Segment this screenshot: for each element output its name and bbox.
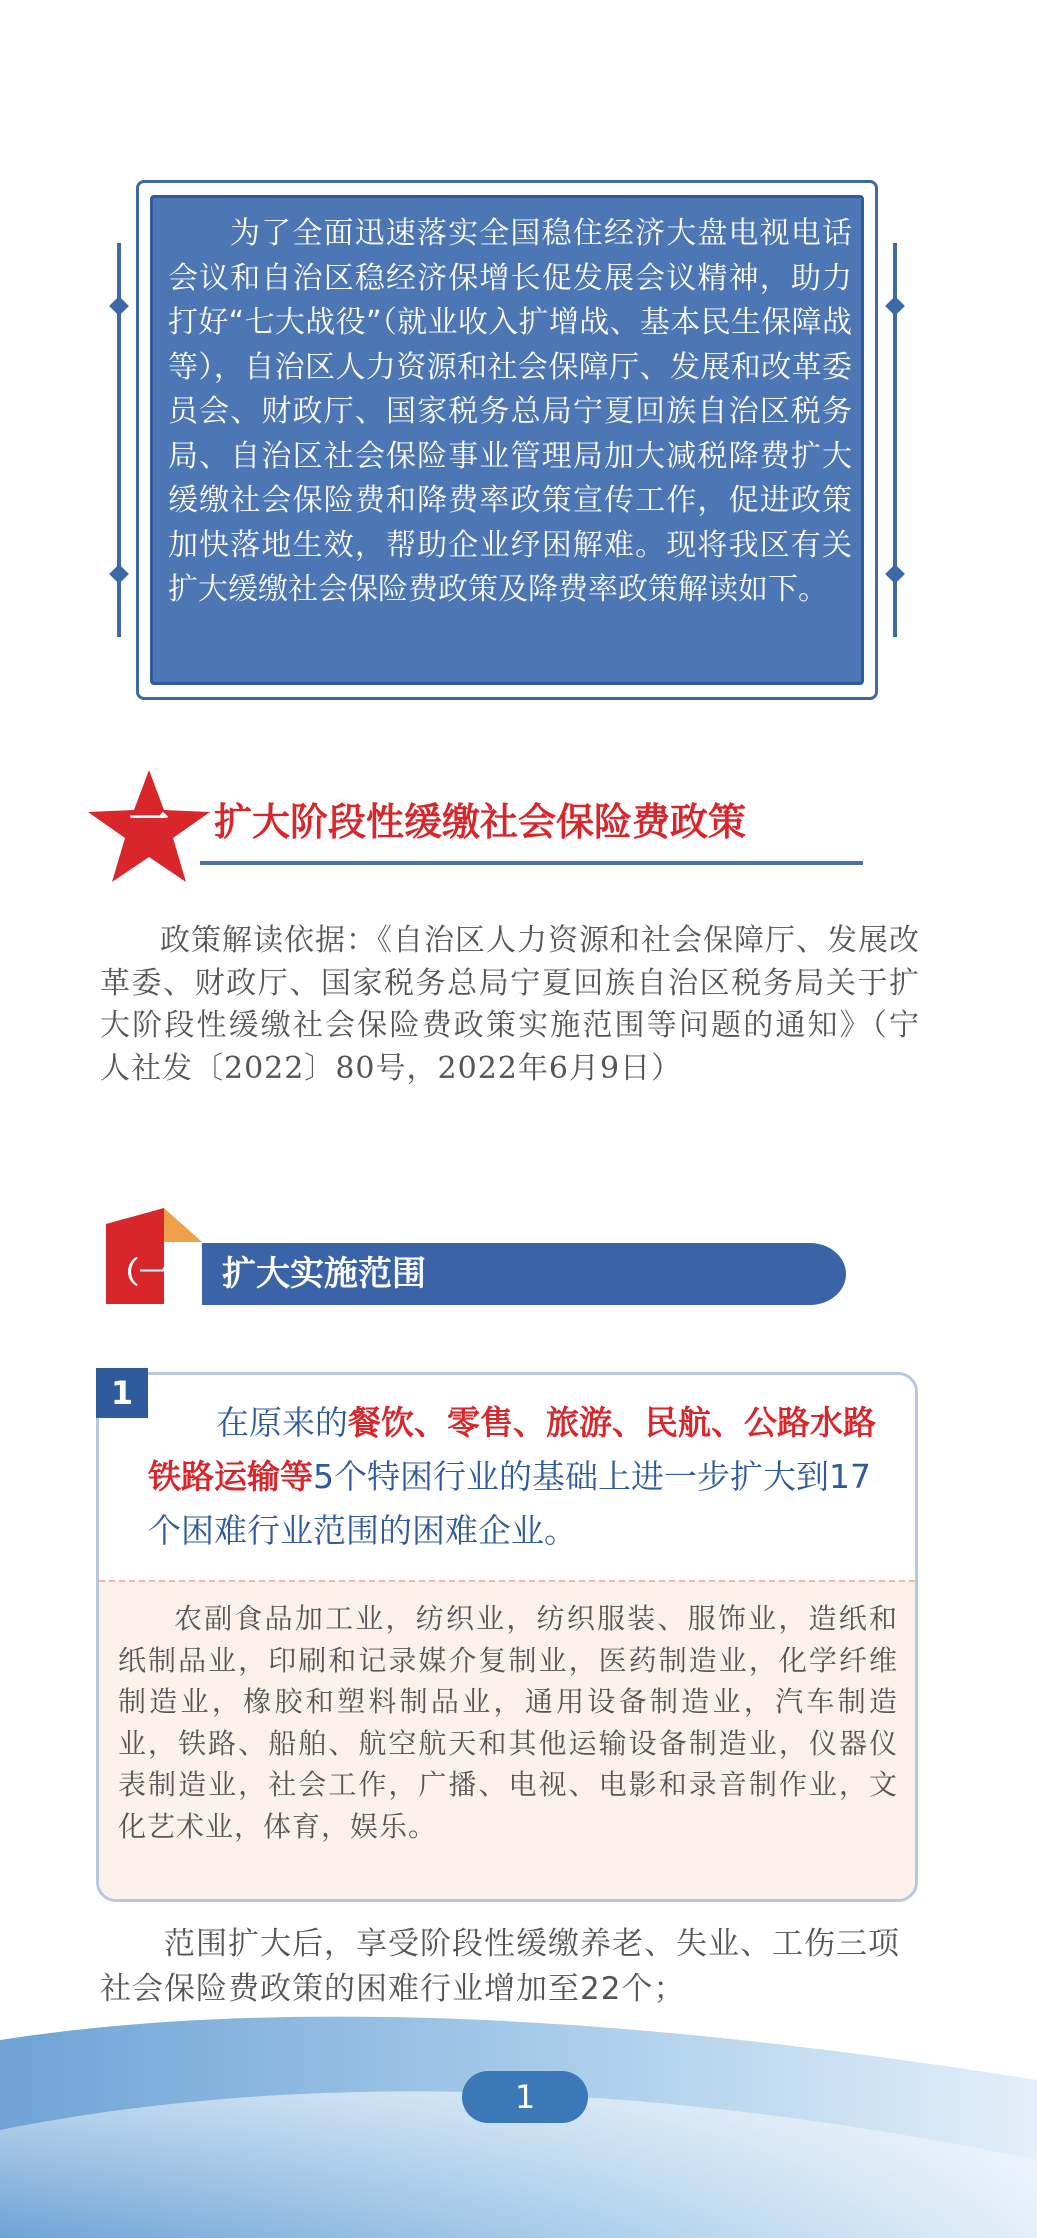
summary-paragraph: 范围扩大后，享受阶段性缓缴养老、失业、工伤三项社会保险费政策的困难行业增加至22个； [100, 1926, 900, 2007]
policy-basis-paragraph: 政策解读依据：《自治区人力资源和社会保障厅、发展改革委、财政厅、国家税务总局宁夏回族自治区税务局关于扩大阶段性缓缴社会保险费政策实施范围等问题的通知》（宁人社发〔2022〕80号，2022年6月9日） [100, 923, 920, 1086]
section-divider [200, 861, 863, 865]
item-number-badge: 1 [96, 1368, 148, 1418]
lead-text: 在原来的 [216, 1403, 348, 1442]
lead-text: 5个特困行业的基础上进一步扩大到17个困难行业范围的困难企业。 [148, 1457, 871, 1550]
lead-highlight: 餐饮、零售、旅游、民航、公路水路铁路运输等 [148, 1403, 876, 1496]
subsection-title: 扩大实施范围 [222, 1254, 426, 1294]
section-title: 扩大阶段性缓缴社会保险费政策 [214, 800, 747, 844]
frame-ornament [885, 296, 905, 316]
subsection-number: （一） [109, 1256, 199, 1291]
page-number: 1 [462, 2071, 588, 2123]
card-lead-text [148, 1396, 876, 1558]
intro-paragraph: 为了全面迅速落实全国稳住经济大盘电视电话会议和自治区稳经济保增长促发展会议精神，助力打好“七大战役”（就业收入扩增战、基本民生保障战等），自治区人力资源和社会保障厅、发展和改革委员会、财政厅、国家税务总局宁夏回族自治区税务局、自治区社会保险事业管理局加大减税降费扩大缓缴社会保险费和降费率政策宣传工作，促进政策加快落地生效，帮助企业纾困解难。现将我区有关扩大缓缴社会保险费政策及降费率政策解读如下。 [168, 216, 852, 607]
footer-wave [0, 2010, 1037, 2238]
frame-ornament [885, 564, 905, 584]
frame-ornament [109, 564, 129, 584]
frame-ornament [109, 296, 129, 316]
section-number: 一 [129, 797, 169, 843]
industry-list-paragraph: 农副食品加工业，纺织业，纺织服装、服饰业，造纸和纸制品业，印刷和记录媒介复制业，医药制造业，化学纤维制造业，橡胶和塑料制品业，通用设备制造业，汽车制造业，铁路、船舶、航空航天和其他运输设备制造业，仪器仪表制造业，社会工作，广播、电视、电影和录音制作业，文化艺术业，体育，娱乐。 [118, 1602, 898, 1843]
